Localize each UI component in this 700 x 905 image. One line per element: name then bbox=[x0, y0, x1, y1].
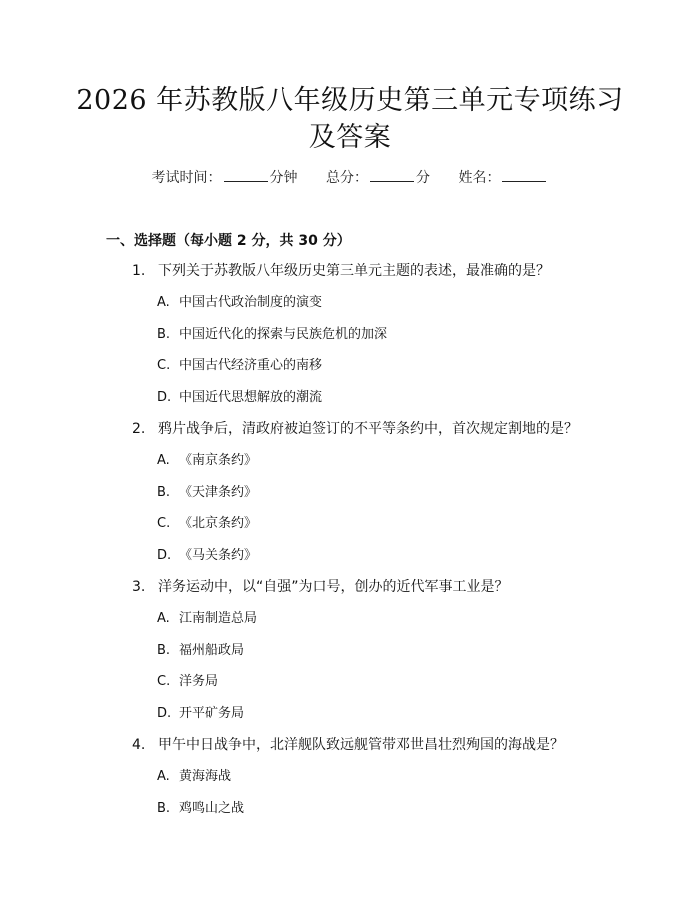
question-1 bbox=[132, 260, 550, 282]
student-name-blank bbox=[502, 167, 546, 182]
total-score bbox=[326, 167, 430, 189]
question-2-option-d bbox=[157, 546, 257, 566]
section-heading-choice: 一、选择题（每小题 2 分，共 30 分） bbox=[106, 233, 351, 249]
question-text: 鸦片战争后，清政府被迫签订的不平等条约中，首次规定割地的是？ bbox=[158, 421, 578, 437]
option-text: 江南制造总局 bbox=[179, 611, 258, 626]
exam-time-label: 考试时间： bbox=[151, 170, 222, 186]
document-title-line-2: 及答案 bbox=[308, 122, 392, 153]
option-label: B. bbox=[157, 642, 171, 658]
question-3 bbox=[132, 576, 509, 598]
total-score-blank bbox=[370, 167, 414, 182]
option-label: C. bbox=[157, 674, 171, 689]
option-text: 开平矿务局 bbox=[179, 705, 245, 721]
option-label: A. bbox=[157, 769, 170, 784]
option-label: A. bbox=[157, 453, 170, 468]
question-1-option-b bbox=[157, 325, 387, 345]
exam-time-blank bbox=[224, 167, 268, 182]
option-label: D. bbox=[157, 547, 172, 563]
option-text: 洋务局 bbox=[179, 674, 219, 689]
option-text: 中国古代政治制度的演变 bbox=[179, 295, 323, 310]
option-text: 黄海海战 bbox=[179, 769, 232, 784]
exam-time bbox=[152, 167, 298, 189]
option-text: 中国近代化的探索与民族危机的加深 bbox=[179, 326, 388, 342]
option-label: A. bbox=[157, 295, 170, 310]
option-label: D. bbox=[157, 705, 172, 721]
option-label: D. bbox=[157, 389, 172, 405]
exam-meta-row bbox=[0, 167, 700, 189]
option-text: 中国古代经济重心的南移 bbox=[179, 358, 323, 373]
option-text: 福州船政局 bbox=[179, 642, 245, 658]
question-4-option-a bbox=[157, 767, 231, 787]
question-1-option-d bbox=[157, 388, 322, 408]
question-number: 3. bbox=[132, 579, 146, 595]
exam-time-unit: 分钟 bbox=[269, 170, 298, 186]
question-3-option-d bbox=[157, 704, 244, 724]
question-number: 2. bbox=[132, 421, 146, 437]
question-text: 甲午中日战争中，北洋舰队致远舰管带邓世昌壮烈殉国的海战是？ bbox=[158, 737, 564, 753]
option-label: C. bbox=[157, 358, 171, 373]
question-3-option-b bbox=[157, 641, 244, 661]
option-text: 中国近代思想解放的潮流 bbox=[179, 389, 323, 405]
option-text: 《天津条约》 bbox=[179, 484, 258, 500]
question-2-option-b bbox=[157, 483, 257, 503]
question-text: 洋务运动中，以“自强”为口号，创办的近代军事工业是？ bbox=[158, 579, 509, 595]
student-name bbox=[458, 167, 548, 189]
question-4 bbox=[132, 734, 564, 756]
document-title-line-1: 2026 年苏教版八年级历史第三单元专项练习 bbox=[76, 85, 624, 116]
student-name-label: 姓名： bbox=[458, 170, 501, 186]
option-label: A. bbox=[157, 611, 170, 626]
option-text: 《南京条约》 bbox=[179, 453, 258, 468]
question-1-option-c bbox=[157, 356, 322, 376]
question-2-option-a bbox=[157, 451, 257, 471]
total-score-unit: 分 bbox=[416, 170, 430, 186]
question-number: 1. bbox=[132, 263, 146, 279]
question-2 bbox=[132, 418, 578, 440]
option-label: B. bbox=[157, 800, 171, 816]
option-label: B. bbox=[157, 484, 171, 500]
option-text: 鸡鸣山之战 bbox=[179, 800, 245, 816]
question-1-option-a bbox=[157, 293, 322, 313]
question-4-option-b bbox=[157, 799, 244, 819]
question-3-option-a bbox=[157, 609, 257, 629]
option-label: B. bbox=[157, 326, 171, 342]
option-label: C. bbox=[157, 516, 171, 531]
question-number: 4. bbox=[132, 737, 146, 753]
option-text: 《北京条约》 bbox=[179, 516, 258, 531]
question-2-option-c bbox=[157, 514, 257, 534]
question-text: 下列关于苏教版八年级历史第三单元主题的表述，最准确的是？ bbox=[158, 263, 550, 279]
total-score-label: 总分： bbox=[326, 170, 368, 186]
option-text: 《马关条约》 bbox=[179, 547, 258, 563]
question-3-option-c bbox=[157, 672, 218, 692]
